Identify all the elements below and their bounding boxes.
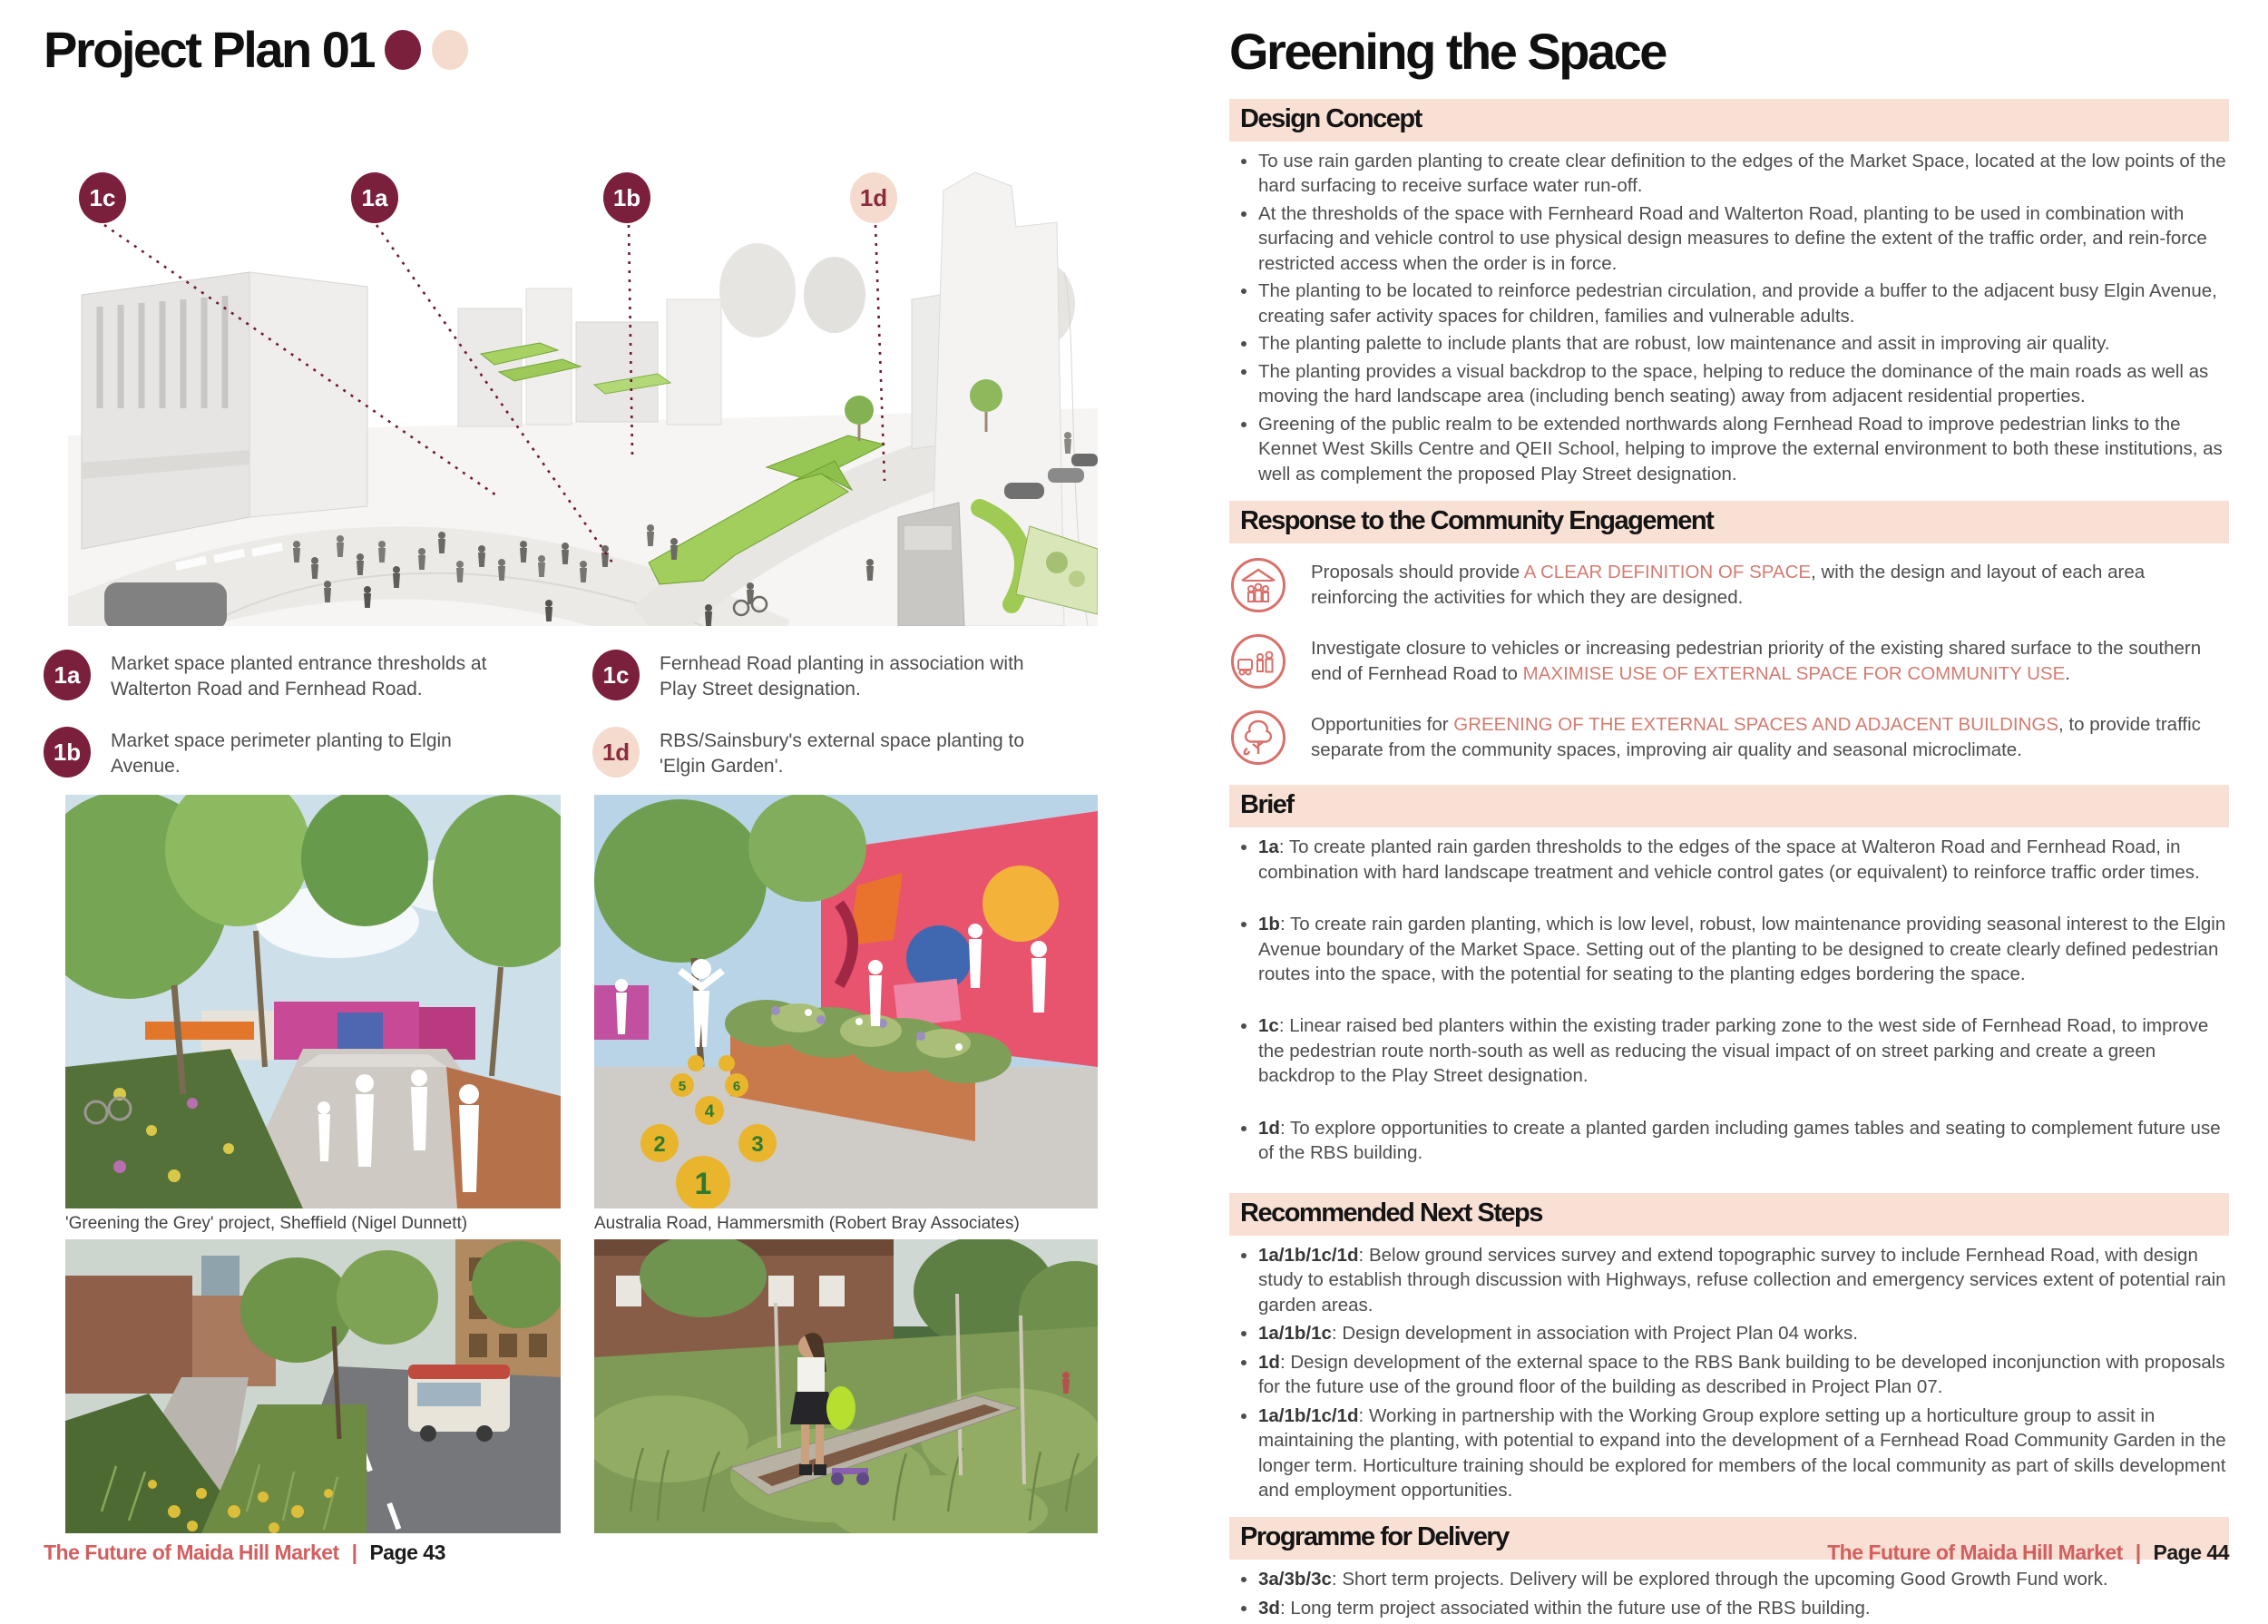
left-page-title-row (44, 20, 468, 79)
hopscotch-number: 2 (653, 1132, 666, 1157)
legend-badge-1d: 1d (592, 727, 640, 778)
section-header-engagement: Response to the Community Engagement (1229, 501, 2229, 543)
bullet: • Greening of the public realm to be extended northwards along Fernhead Road to improve pedestrian links to the Kennet West Skills Centre and QEII School, helping to improve the external environment to both these institutions, as well as complement the proposed Play Street designation. (1258, 412, 2229, 486)
bullet: • The planting to be located to reinforce pedestrian circulation, and provide a buffer to the adjacent busy Elgin Avenue, creating safer activity spaces for children, families and vulnerable adults. (1258, 279, 2229, 328)
footer-right (1229, 1541, 2229, 1565)
bullet: • 1b: To create rain garden planting, which is low level, robust, low maintenance providing seasonal interest to the Elgin Avenue boundary of the Market Space. Setting out of the planting to be designed to create clearly defined pedestrian routes into the space, with the potential for seating to the planting edges bordering the space. (1258, 912, 2229, 986)
legend-badge-1b: 1b (44, 727, 91, 778)
bullet: • 1a: To create planted rain garden thresholds to the edges of the space at Walteron Road and Fernhead Road, in combination with hard landscape treatment and vehicle control gates (or equivalent) to reinforce traffic order times. (1258, 835, 2229, 885)
bullet: • 1d: To explore opportunities to create a planted garden including games tables and seating to complement future use of the RBS building. (1258, 1116, 2229, 1166)
legend-item-1c (592, 650, 1100, 701)
engagement-text: Proposals should provide A CLEAR DEFINITION OF SPACE, with the design and layout of each area reinforcing the activities for which they are designed. (1311, 562, 2146, 608)
highlighted-phrase: MAXIMISE USE OF EXTERNAL SPACE FOR COMMUNITY USE (1522, 662, 2066, 684)
render-image-greening-the-grey (65, 795, 561, 1208)
hopscotch-number: 5 (678, 1079, 687, 1094)
engagement-item (1229, 709, 2229, 767)
bullet: • 3d: Long term project associated within the future use of the RBS building. (1258, 1596, 2229, 1620)
bullet: • 1a/1b/1c: Design development in association with Project Plan 04 works. (1258, 1321, 2229, 1345)
programme-list (1229, 1567, 2229, 1620)
photo-caption: 'Greening the Grey' project, Sheffield (Nigel Dunnett) (65, 1214, 468, 1233)
diagram-legend (44, 650, 1100, 779)
hopscotch-number: 6 (732, 1079, 741, 1094)
engagement-item (1229, 556, 2229, 614)
title-dot-maroon-icon (385, 30, 421, 70)
engagement-text: Investigate closure to vehicles or increasing pedestrian priority of the existing shared surface to the southern end of Fernhead Road to MAXIMISE USE OF EXTERNAL SPACE FOR COMMUNITY USE. (1311, 638, 2202, 684)
pedestrian-priority-icon (1229, 632, 1287, 690)
greening-tree-icon (1229, 709, 1287, 767)
legend-item-1d (592, 727, 1100, 778)
masterplan-render-image (68, 136, 1098, 626)
legend-badge-1a: 1a (44, 650, 91, 700)
legend-badge-1c: 1c (592, 650, 640, 700)
engagement-item (1229, 632, 2229, 690)
page-title: Project Plan 01 (44, 21, 375, 78)
highlighted-phrase: A CLEAR DEFINITION OF SPACE (1523, 562, 1812, 583)
bullet: • 3a/3b/3c: Short term projects. Delivery will be explored through the upcoming Good Growth Fund work. (1258, 1567, 2229, 1591)
bullet: • To use rain garden planting to create clear definition to the edges of the Market Space, located at the low points of the hard surfacing to receive surface water run-off. (1258, 149, 2229, 199)
legend-text: RBS/Sainsbury's external space planting to 'Elgin Garden'. (660, 730, 1025, 778)
diagram-callout-1a: 1a (351, 172, 398, 223)
photo-caption: Australia Road, Hammersmith (Robert Bray Associates) (594, 1214, 1020, 1233)
legend-item-1a (44, 650, 551, 701)
bullet: • 1c: Linear raised bed planters within the existing trader parking zone to the west side of Fernhead Road, to improve the pedestrian route north-south as well as reducing the visual impact of on street parking and create a green backdrop to the Play Street designation. (1258, 1013, 2229, 1088)
section-header-programme: Programme for Delivery (1229, 1517, 2229, 1560)
design-concept-list (1229, 149, 2229, 486)
footer-divider: | (2135, 1541, 2141, 1564)
legend-text: Market space planted entrance thresholds at Walterton Road and Fernhead Road. (111, 653, 487, 699)
bullet: • The planting palette to include plants that are robust, low maintenance and assit in improving air quality. (1258, 331, 2229, 356)
section-header-next-steps: Recommended Next Steps (1229, 1193, 2229, 1236)
brief-list (1229, 835, 2229, 1166)
bullet: • 1a/1b/1c/1d: Below ground services survey and extend topographic survey to include Fernhead Road, with design study to establish through discussion with Highways, refuse collection and emergency services extent of potential rain garden areas. (1258, 1243, 2229, 1317)
hopscotch-number: 4 (704, 1102, 715, 1121)
photo-image-sheffield-street (65, 1239, 561, 1533)
diagram-callout-1b: 1b (603, 172, 650, 223)
legend-item-1b (44, 727, 551, 778)
hopscotch-number: 3 (751, 1132, 764, 1157)
section-header-brief: Brief (1229, 785, 2229, 827)
diagram-callout-1c: 1c (79, 172, 126, 223)
engagement-text: Opportunities for GREENING OF THE EXTERNAL SPACES AND ADJACENT BUILDINGS, to provide traffic separate from the community spaces, improving air quality and seasonal microclimate. (1311, 714, 2201, 760)
bullet: • The planting provides a visual backdrop to the space, helping to reduce the dominance of the main roads as well as moving the hard landscape area (including bench seating) away from adjacent residential properties. (1258, 359, 2229, 409)
hopscotch-number: 1 (694, 1167, 712, 1201)
footer-left (44, 1541, 445, 1565)
footer-brand: The Future of Maida Hill Market (44, 1541, 339, 1564)
photo-image-australia-road-child (594, 1239, 1098, 1533)
right-page-column (1229, 22, 2229, 1624)
masterplan-illustration (68, 136, 1098, 626)
footer-divider: | (351, 1541, 357, 1564)
bullet: • At the thresholds of the space with Fernheard Road and Walterton Road, planting to be used in combination with surfacing and vehicle control to use physical design measures to define the extent of the traffic order, and rein-force restricted access when the order is in force. (1258, 201, 2229, 276)
next-steps-list (1229, 1243, 2229, 1503)
render-image-australia-road (594, 795, 1098, 1208)
legend-text: Fernhead Road planting in association with Play Street designation. (660, 653, 1024, 699)
title-dot-pink-icon (432, 30, 468, 70)
bullet: • 1a/1b/1c/1d: Working in partnership with the Working Group explore setting up a horticulture group to assit in maintaining the planting, with potential to expand into the development of a Fernhead Road Community Garden in the longer term. Horticulture training should be explored for members of the local community as part of skills development and employment opportunities. (1258, 1404, 2229, 1503)
diagram-callout-1d: 1d (850, 172, 897, 223)
public-space-icon (1229, 556, 1287, 614)
footer-brand: The Future of Maida Hill Market (1827, 1541, 2123, 1564)
page-title: Greening the Space (1229, 23, 1666, 80)
legend-text: Market space perimeter planting to Elgin Avenue. (111, 730, 452, 778)
footer-page-number: Page 44 (2153, 1541, 2229, 1564)
footer-page-number: Page 43 (369, 1541, 445, 1564)
highlighted-phrase: GREENING OF THE EXTERNAL SPACES AND ADJACENT BUILDINGS (1453, 714, 2059, 736)
section-header-design-concept: Design Concept (1229, 99, 2229, 142)
bullet: • 1d: Design development of the external space to the RBS Bank building to be developed inconjunction with proposals for the future use of the ground floor of the building as described in Project Plan 07. (1258, 1350, 2229, 1400)
